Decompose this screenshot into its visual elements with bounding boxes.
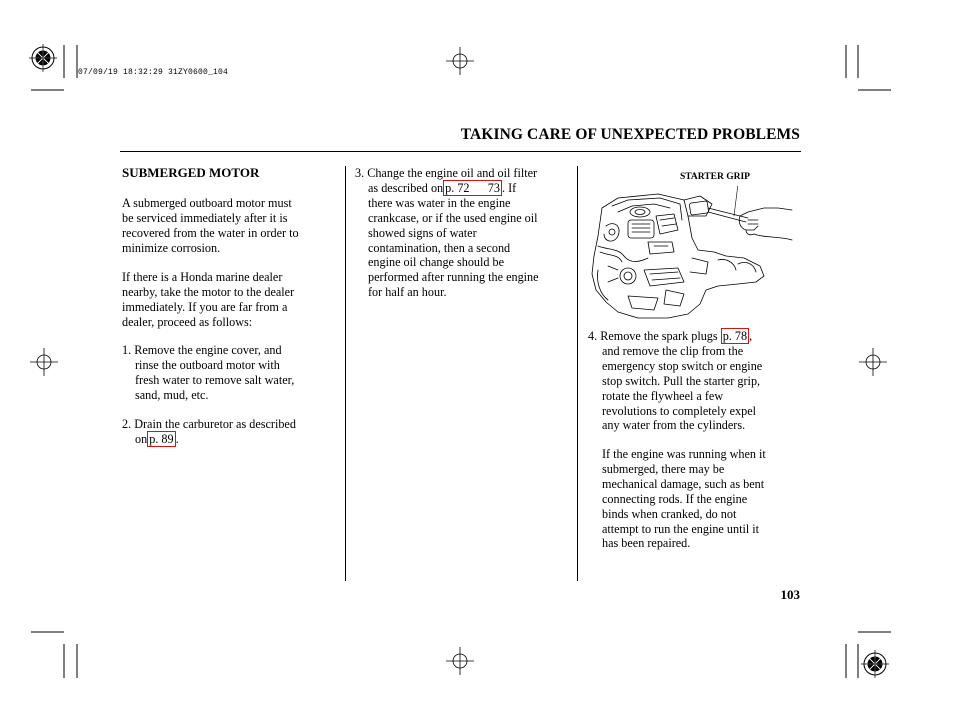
registration-starburst-icon <box>29 44 57 72</box>
text-line: If there is a Honda marine dealer <box>122 270 283 284</box>
text-line: for half an hour. <box>368 285 447 300</box>
crosshair-icon <box>859 348 887 376</box>
text-line: nearby, take the motor to the dealer <box>122 284 295 299</box>
intro-paragraph <box>122 196 299 256</box>
text-line: If the engine was running when it <box>602 447 766 461</box>
text-line: A submerged outboard motor must <box>122 196 292 210</box>
crosshair-icon <box>30 348 58 376</box>
page-heading: SUBMERGED MOTOR <box>122 165 260 180</box>
crosshair-icon <box>446 647 474 675</box>
text-fragment: . If <box>501 180 517 195</box>
text-line: submerged, there may be <box>602 461 725 476</box>
text-line <box>122 432 296 447</box>
text-fragment: on <box>135 431 148 446</box>
damage-note <box>602 447 766 551</box>
page-number: 103 <box>780 587 800 602</box>
text-line: binds when cranked, do not <box>602 506 737 521</box>
registration-starburst-icon <box>861 650 889 678</box>
text-line <box>355 181 539 196</box>
text-line: 2. Drain the carburetor as described <box>122 417 296 431</box>
step-number: 4. <box>588 329 598 343</box>
text-fragment: . <box>175 431 179 446</box>
text-line: rotate the flywheel a few <box>602 388 724 403</box>
text-line: engine oil change should be <box>368 255 505 270</box>
text-line <box>588 329 762 344</box>
text-line: 3. Change the engine oil and oil filter <box>355 166 538 180</box>
outboard-motor-illustration <box>588 186 798 320</box>
figure-caption: STARTER GRIP <box>680 172 750 182</box>
text-line: and remove the clip from the <box>602 343 744 358</box>
text-line: mechanical damage, such as bent <box>602 476 765 491</box>
text-fragment: Remove the spark plugs <box>600 329 718 343</box>
header-rule <box>120 151 801 152</box>
text-line: has been repaired. <box>602 536 691 551</box>
text-line: performed after running the engine <box>368 270 539 285</box>
step-2 <box>122 417 296 447</box>
page-reference-link[interactable]: p. 72 73 <box>445 180 500 195</box>
step-4 <box>588 329 762 433</box>
column-divider <box>345 166 346 581</box>
text-line: contamination, then a second <box>368 240 511 255</box>
text-line: connecting rods. If the engine <box>602 491 748 506</box>
text-line: recovered from the water in order to <box>122 225 299 240</box>
text-line: showed signs of water <box>368 225 477 240</box>
text-line: crankcase, or if the used engine oil <box>368 210 538 225</box>
text-line: minimize corrosion. <box>122 240 221 255</box>
text-line: stop switch. Pull the starter grip, <box>602 373 761 388</box>
text-line: revolutions to completely expel <box>602 403 756 418</box>
text-line: be serviced immediately after it is <box>122 210 288 225</box>
page-reference-link[interactable]: p. 89 <box>149 431 174 446</box>
text-line: dealer, proceed as follows: <box>122 314 253 329</box>
print-stamp: 07/09/19 18:32:29 31ZY0600_104 <box>78 68 229 77</box>
text-line: immediately. If you are far from a <box>122 299 288 314</box>
page-reference-link[interactable]: p. 78 <box>722 329 748 343</box>
step-1 <box>122 343 294 403</box>
column-divider <box>577 166 578 581</box>
step-3 <box>355 166 539 300</box>
text-fragment: , <box>749 329 753 343</box>
text-line: attempt to run the engine until it <box>602 521 760 536</box>
text-line: rinse the outboard motor with <box>135 357 280 372</box>
text-fragment: as described on <box>368 180 444 195</box>
text-line: emergency stop switch or engine <box>602 358 763 373</box>
crosshair-icon <box>446 47 474 75</box>
text-line: fresh water to remove salt water, <box>135 372 295 387</box>
text-line: 1. Remove the engine cover, and <box>122 343 282 357</box>
text-line: there was water in the engine <box>368 195 511 210</box>
text-line: any water from the cylinders. <box>602 418 746 433</box>
text-line: sand, mud, etc. <box>135 387 209 402</box>
section-title: TAKING CARE OF UNEXPECTED PROBLEMS <box>460 126 800 143</box>
dealer-paragraph <box>122 270 294 330</box>
